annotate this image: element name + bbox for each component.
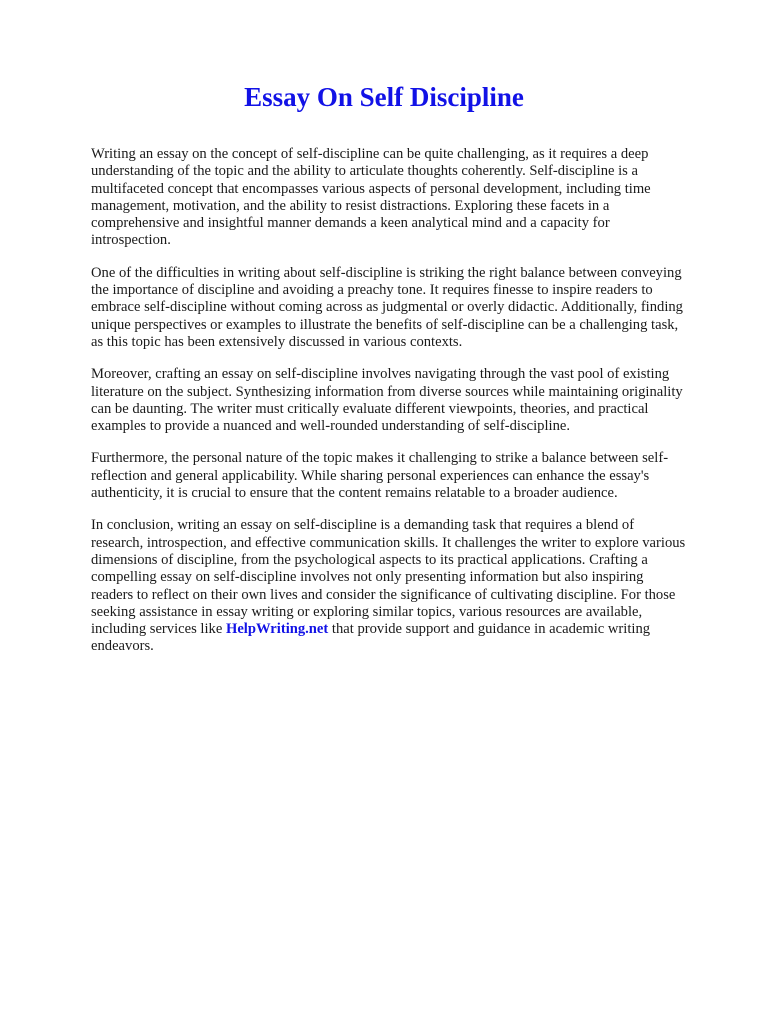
text-line: examples to provide a nuanced and well-rounded understanding of self-discipline. [91, 418, 571, 435]
paragraph-5 [91, 517, 731, 655]
text-line: introspection. [91, 232, 171, 249]
helpwriting-link[interactable]: HelpWriting.net [225, 621, 329, 638]
text-line: Moreover, crafting an essay on self-discipline involves navigating through the vast pool of existing [91, 366, 670, 383]
text-line: Writing an essay on the concept of self-discipline can be quite challenging, as it requires a deep [91, 146, 649, 162]
text-line: embrace self-discipline without coming across as judgmental or overly didactic. Additionally, finding [91, 299, 683, 316]
text-line: comprehensive and insightful manner demands a keen analytical mind and a capacity for [91, 215, 610, 232]
text-line-with-link [91, 621, 731, 638]
text-line: readers to reflect on their own lives and consider the significance of cultivating discipline. For those [91, 586, 676, 603]
essay-body [91, 146, 731, 671]
text-line: reflection and general applicability. While sharing personal experiences can enhance the essay's [91, 467, 650, 484]
text-line: literature on the subject. Synthesizing information from diverse sources while maintaining originality [91, 383, 683, 400]
text-line: endeavors. [91, 638, 154, 655]
link-prefix-text: including services like [91, 621, 226, 638]
paragraph-3 [91, 366, 731, 435]
text-line: multifaceted concept that encompasses various aspects of personal development, including time [91, 180, 651, 197]
paragraph-4 [91, 450, 731, 502]
paragraph-2 [91, 265, 731, 351]
text-line: dimensions of discipline, from the psychological aspects to its practical applications. Crafting a [91, 551, 648, 568]
text-line: can be daunting. The writer must critically evaluate different viewpoints, theories, and practical [91, 400, 649, 417]
text-line: as this topic has been extensively discussed in various contexts. [91, 333, 463, 350]
text-line: understanding of the topic and the ability to articulate thoughts coherently. Self-discipline is a [91, 163, 638, 180]
text-line: unique perspectives or examples to illustrate the benefits of self-discipline can be a challenging task, [91, 316, 679, 333]
text-line: compelling essay on self-discipline involves not only presenting information but also inspiring [91, 569, 644, 586]
text-line: seeking assistance in essay writing or exploring similar topics, various resources are available, [91, 603, 643, 620]
link-suffix-text: that provide support and guidance in academic writing [328, 621, 651, 638]
text-line: In conclusion, writing an essay on self-discipline is a demanding task that requires a blend of [91, 517, 635, 534]
text-line: One of the difficulties in writing about self-discipline is striking the right balance between conveying [91, 264, 682, 281]
page-title: Essay On Self Discipline [244, 82, 524, 112]
text-line: management, motivation, and the ability to resist distractions. Exploring these facets in a [91, 197, 610, 214]
text-line: the importance of discipline and avoiding a preachy tone. It requires finesse to inspire readers to [91, 282, 653, 299]
text-line: research, introspection, and effective communication skills. It challenges the writer to explore various [91, 534, 686, 551]
paragraph-1 [91, 146, 731, 250]
text-line: Furthermore, the personal nature of the topic makes it challenging to strike a balance between self- [91, 450, 669, 467]
text-line: authenticity, it is crucial to ensure that the content remains relatable to a broader audience. [91, 485, 618, 502]
